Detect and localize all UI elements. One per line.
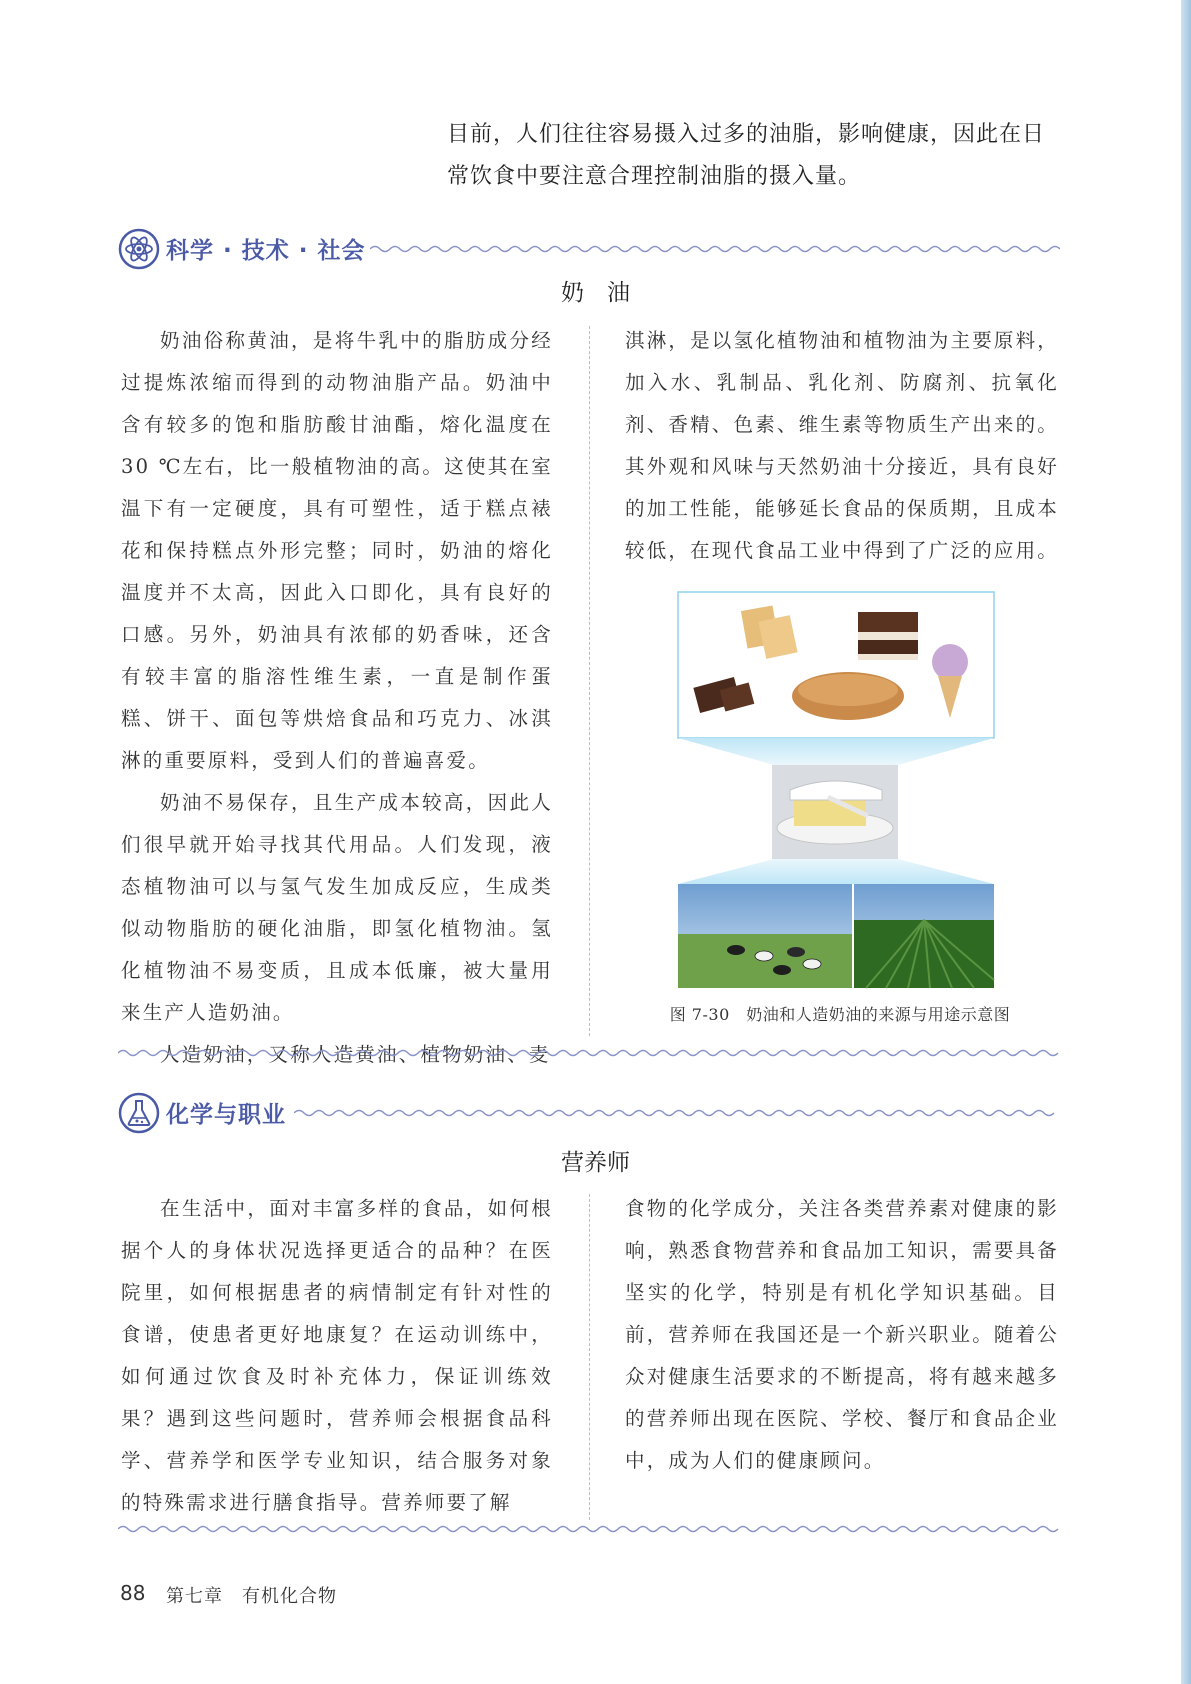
paragraph: 人造奶油，又称人造黄油、植物奶油、麦 [160, 1043, 551, 1066]
section-title-sts: 科学 · 技术 · 社会 [166, 238, 366, 264]
wave-divider [118, 1522, 1061, 1536]
flask-icon [118, 1092, 160, 1134]
section-header-career [118, 1092, 1061, 1136]
page-number: 88 [120, 1581, 146, 1605]
page-edge-strip [1181, 0, 1191, 1684]
column-divider [589, 326, 590, 1036]
section1-right-column [625, 320, 1059, 572]
figure-caption: 图 7-30 奶油和人造奶油的来源与用途示意图 [669, 1005, 1011, 1024]
paragraph: 食物的化学成分，关注各类营养素对健康的影响，熟悉食物营养和食品加工知识，需要具备坚实的化学，特别是有机化学知识基础。目前，营养师在我国还是一个新兴职业。随着公众对健康生活要求的不断提高，将有越来越多的营养师出现在医院、学校、餐厅和食品企业中，成为人们的健康顾问。 [625, 1197, 1060, 1472]
paragraph: 在生活中，面对丰富多样的食品，如何根据个人的身体状况选择更适合的品种？在医院里，如何根据患者的病情制定有针对性的食谱，使患者更好地康复？在运动训练中，如何通过饮食及时补充体力，保证训练效果？遇到这些问题时，营养师会根据食品科学、营养学和医学专业知识，结合服务对象的特殊需求进行膳食指导。营养师要了解 [121, 1197, 553, 1514]
section1-left-column [121, 320, 553, 1076]
wave-divider [118, 1046, 1061, 1060]
column-divider [589, 1194, 590, 1520]
section-header-sts [118, 228, 1061, 272]
paragraph: 奶油不易保存，且生产成本较高，因此人们很早就开始寻找其代用品。人们发现，液态植物油可以与氢气发生加成反应，生成类似动物脂肪的硬化油脂，即氢化植物油。氢化植物油不易变质，且成本低廉，被大量用来生产人造奶油。 [121, 791, 553, 1024]
intro-paragraph: 目前，人们往往容易摄入过多的油脂，影响健康，因此在日常饮食中要注意合理控制油脂的摄入量。 [447, 122, 1046, 189]
article-title-nutritionist: 营养师 [561, 1150, 630, 1176]
section2-left-column [121, 1188, 553, 1524]
farm-fields-panel [678, 884, 994, 988]
butter-source-use-figure [676, 590, 996, 990]
butter-dish-panel [772, 765, 898, 859]
section-title-career: 化学与职业 [166, 1102, 286, 1128]
foods-panel [678, 592, 994, 738]
atom-icon [118, 228, 160, 270]
chapter-title: 第七章 有机化合物 [166, 1586, 337, 1607]
paragraph: 淇淋，是以氢化植物油和植物油为主要原料，加入水、乳制品、乳化剂、防腐剂、抗氧化剂、香精、色素、维生素等物质生产出来的。其外观和风味与天然奶油十分接近，具有良好的加工性能，能够延长食品的保质期，且成本较低，在现代食品工业中得到了广泛的应用。 [625, 329, 1060, 562]
paragraph: 奶油俗称黄油，是将牛乳中的脂肪成分经过提炼浓缩而得到的动物油脂产品。奶油中含有较多的饱和脂肪酸甘油酯，熔化温度在30 ℃左右，比一般植物油的高。这使其在室温下有一定硬度，具有可塑性，适于糕点裱花和保持糕点外形完整；同时，奶油的熔化温度并不太高，因此入口即化，具有良好的口感。另外，奶油具有浓郁的奶香味，还含有较丰富的脂溶性维生素，一直是制作蛋糕、饼干、面包等烘焙食品和巧克力、冰淇淋的重要原料，受到人们的普遍喜爱。 [121, 329, 553, 772]
wave-divider [294, 1106, 1060, 1120]
wave-divider [370, 242, 1060, 256]
section2-right-column [625, 1188, 1059, 1482]
article-title-butter: 奶 油 [561, 280, 630, 306]
